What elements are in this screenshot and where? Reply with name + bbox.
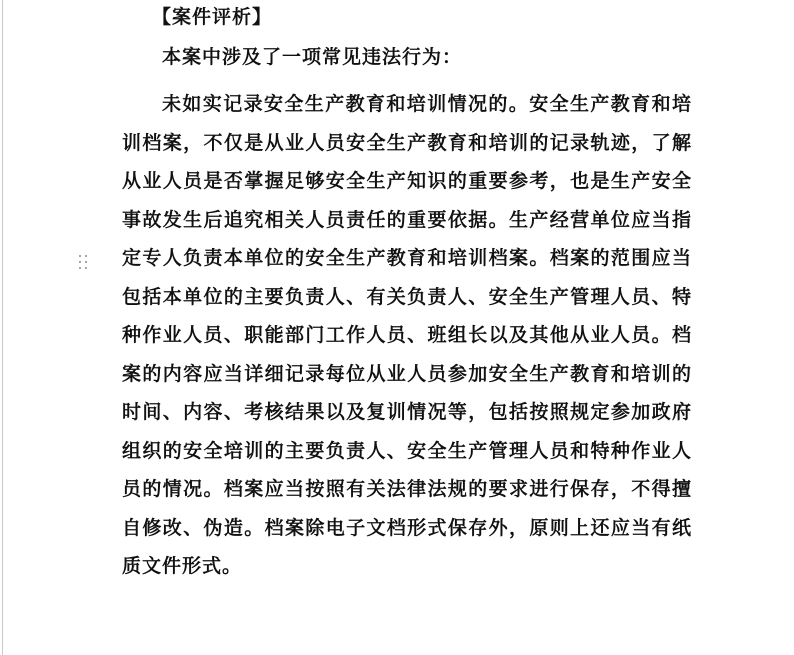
drag-dot (85, 255, 87, 257)
drag-dot (79, 255, 81, 257)
drag-dot (79, 261, 81, 263)
drag-dot (79, 267, 81, 269)
section-heading: 【案件评析】 (152, 6, 273, 28)
analysis-paragraph: 未如实记录安全生产教育和培训情况的。安全生产教育和培训档案，不仅是从业人员安全生产教育和培训的记录轨迹，了解从业人员是否掌握足够安全生产知识的重要参考，也是生产安全事故发生后追究相关人员责任的重要依据。生产经营单位应当指定专人负责本单位的安全生产教育和培训档案。档案的范围应当包括本单位的主要负责人、有关负责人、安全生产管理人员、特种作业人员、职能部门工作人员、班组长以及其他从业人员。档案的内容应当详细记录每位从业人员参加安全生产教育和培训的时间、内容、考核结果以及复训情况等，包括按照规定参加政府组织的安全培训的主要负责人、安全生产管理人员和特种作业人员的情况。档案应当按照有关法律法规的要求进行保存，不得擅自修改、伪造。档案除电子文档形式保存外，原则上还应当有纸质文件形式。 (122, 93, 692, 577)
drag-dot (85, 261, 87, 263)
drag-handle-icon[interactable] (79, 255, 89, 271)
drag-dot (85, 267, 87, 269)
page-edge-divider (2, 0, 3, 655)
intro-paragraph: 本案中涉及了一项常见违法行为： (162, 46, 463, 68)
